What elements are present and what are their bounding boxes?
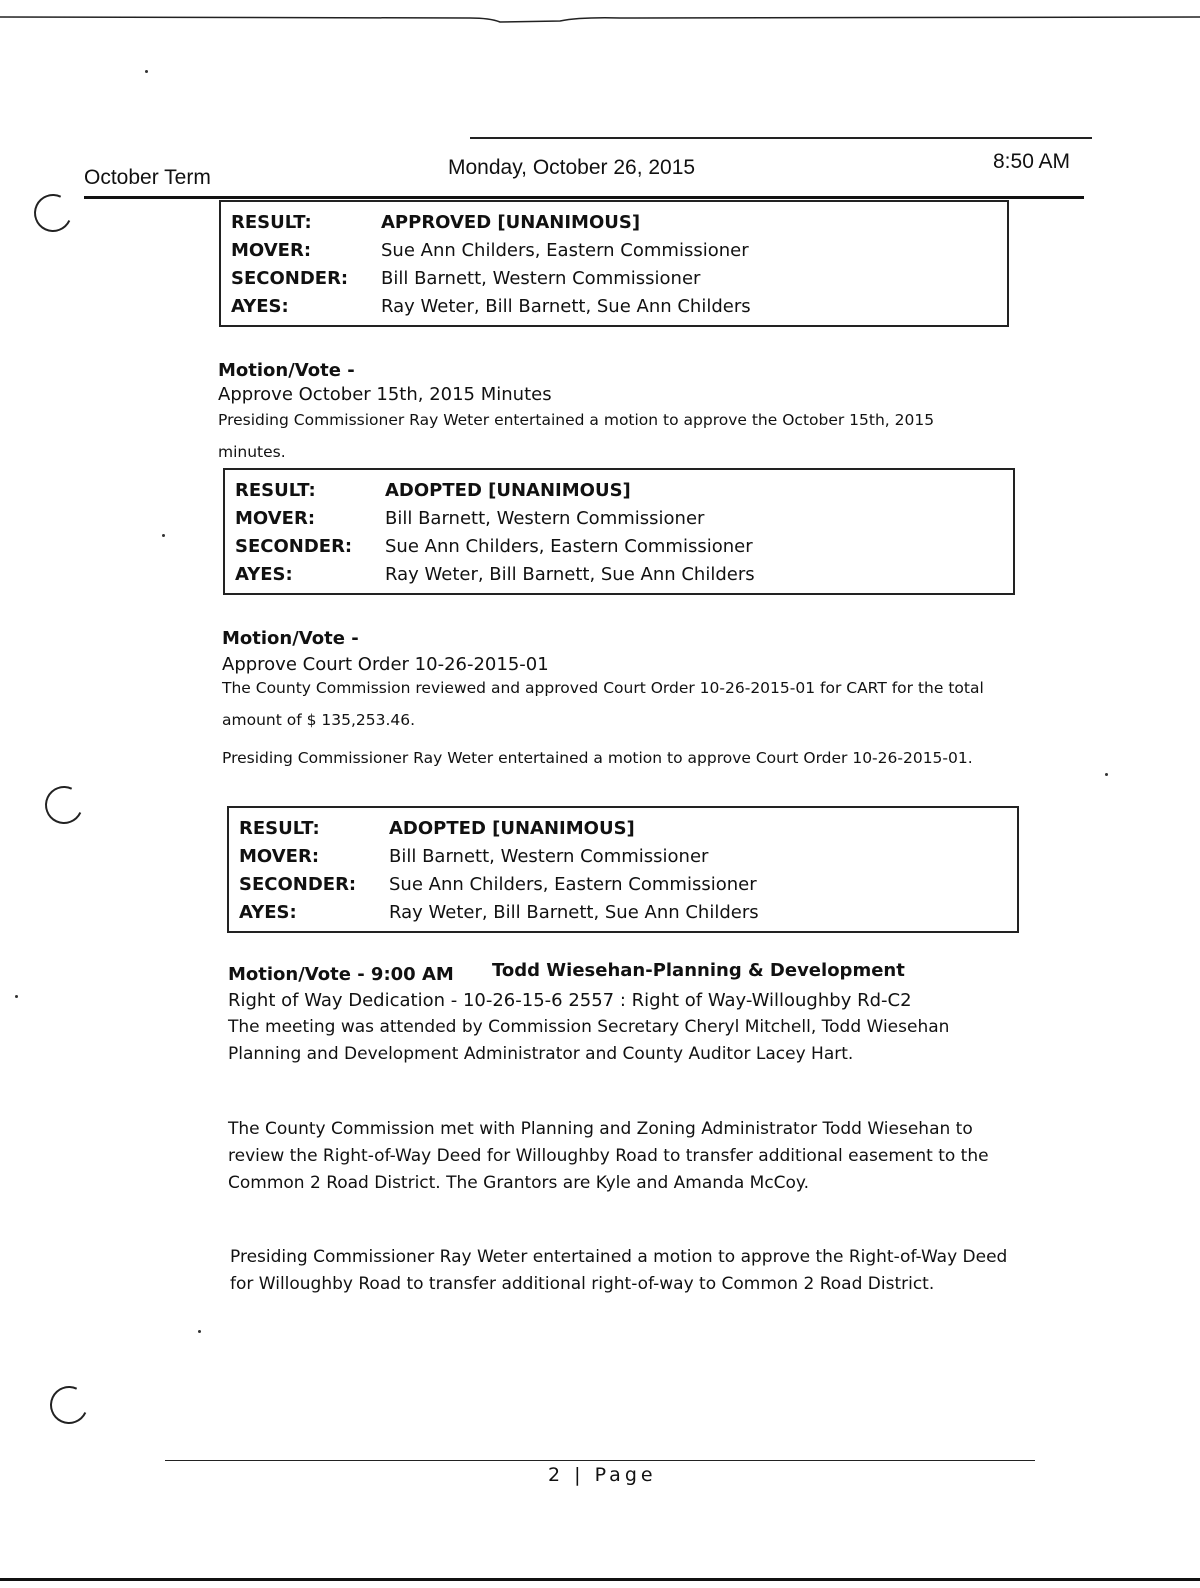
scan-speck xyxy=(145,70,148,73)
mover-value: Bill Barnett, Western Commissioner xyxy=(385,507,705,529)
motion-paragraph: Presiding Commissioner Ray Weter entertained a motion to approve the Right-of-Way Deed for Willoughby Road to transfer additional right-of-way to Common 2 Road District. xyxy=(230,1247,1008,1294)
binder-hole-2 xyxy=(40,781,89,830)
seconder-label: SECONDER: xyxy=(235,535,353,557)
meeting-date: Monday, October 26, 2015 xyxy=(448,156,696,179)
ayes-value: Ray Weter, Bill Barnett, Sue Ann Childers xyxy=(389,901,759,923)
motion-title: Approve October 15th, 2015 Minutes xyxy=(218,384,552,405)
footer-rule xyxy=(165,1460,1035,1461)
ayes-label: AYES: xyxy=(235,563,293,585)
motion-title: Approve Court Order 10-26-2015-01 xyxy=(222,654,549,675)
scan-speck xyxy=(198,1330,201,1333)
vote-result-box xyxy=(223,468,1015,595)
meeting-time: 8:50 AM xyxy=(993,150,1071,173)
mover-label: MOVER: xyxy=(235,507,316,529)
result-value: APPROVED [UNANIMOUS] xyxy=(381,211,641,233)
binder-hole-1 xyxy=(29,189,78,238)
mover-value: Sue Ann Childers, Eastern Commissioner xyxy=(381,239,749,261)
result-label: RESULT: xyxy=(239,817,320,839)
motion-paragraph: Presiding Commissioner Ray Weter entertained a motion to approve the October 15th, 2015 minutes. xyxy=(218,411,935,461)
motion-title: Right of Way Dedication - 10-26-15-6 2557 : Right of Way-Willoughby Rd-C2 xyxy=(228,990,912,1011)
term-label: October Term xyxy=(84,166,211,189)
scan-speck xyxy=(15,995,18,998)
ayes-value: Ray Weter, Bill Barnett, Sue Ann Childers xyxy=(385,563,755,585)
vote-result-box xyxy=(219,200,1009,327)
header-rule-top xyxy=(470,137,1092,139)
motion-paragraph: The meeting was attended by Commission Secretary Cheryl Mitchell, Todd Wiesehan Planning and Development Administrator and County Auditor Lacey Hart. xyxy=(228,1017,950,1064)
binder-hole-3 xyxy=(45,1381,94,1430)
motion-heading: Motion/Vote - 9:00 AM xyxy=(228,964,454,985)
ayes-label: AYES: xyxy=(231,295,289,317)
motion-paragraph: The County Commission reviewed and approved Court Order 10-26-2015-01 for CART for the total amount of $ 135,253.46. xyxy=(222,679,984,729)
seconder-value: Sue Ann Childers, Eastern Commissioner xyxy=(385,535,753,557)
motion-paragraph: The County Commission met with Planning and Zoning Administrator Todd Wiesehan to review the Right-of-Way Deed for Willoughby Road to transfer additional easement to the Common 2 Road District. The Grantors are Kyle and Amanda McCoy. xyxy=(228,1119,989,1193)
mover-value: Bill Barnett, Western Commissioner xyxy=(389,845,709,867)
scan-top-edge xyxy=(0,14,1200,24)
page-number: 2 | Page xyxy=(548,1464,657,1486)
motion-paragraph: Presiding Commissioner Ray Weter entertained a motion to approve Court Order 10-26-2015-01. xyxy=(222,749,973,767)
result-label: RESULT: xyxy=(231,211,312,233)
seconder-label: SECONDER: xyxy=(239,873,357,895)
motion-heading: Motion/Vote - xyxy=(222,628,359,649)
mover-label: MOVER: xyxy=(231,239,312,261)
ayes-label: AYES: xyxy=(239,901,297,923)
seconder-value: Bill Barnett, Western Commissioner xyxy=(381,267,701,289)
result-label: RESULT: xyxy=(235,479,316,501)
result-value: ADOPTED [UNANIMOUS] xyxy=(385,479,631,501)
seconder-value: Sue Ann Childers, Eastern Commissioner xyxy=(389,873,757,895)
scan-speck xyxy=(1105,773,1108,776)
ayes-value: Ray Weter, Bill Barnett, Sue Ann Childers xyxy=(381,295,751,317)
vote-result-box xyxy=(227,806,1019,933)
seconder-label: SECONDER: xyxy=(231,267,349,289)
result-value: ADOPTED [UNANIMOUS] xyxy=(389,817,635,839)
scan-bottom-edge xyxy=(0,1578,1200,1581)
motion-heading: Motion/Vote - xyxy=(218,360,355,381)
scan-speck xyxy=(162,534,165,537)
header-rule-bottom xyxy=(84,196,1084,199)
motion-subject: Todd Wiesehan-Planning & Development xyxy=(492,960,905,981)
mover-label: MOVER: xyxy=(239,845,320,867)
